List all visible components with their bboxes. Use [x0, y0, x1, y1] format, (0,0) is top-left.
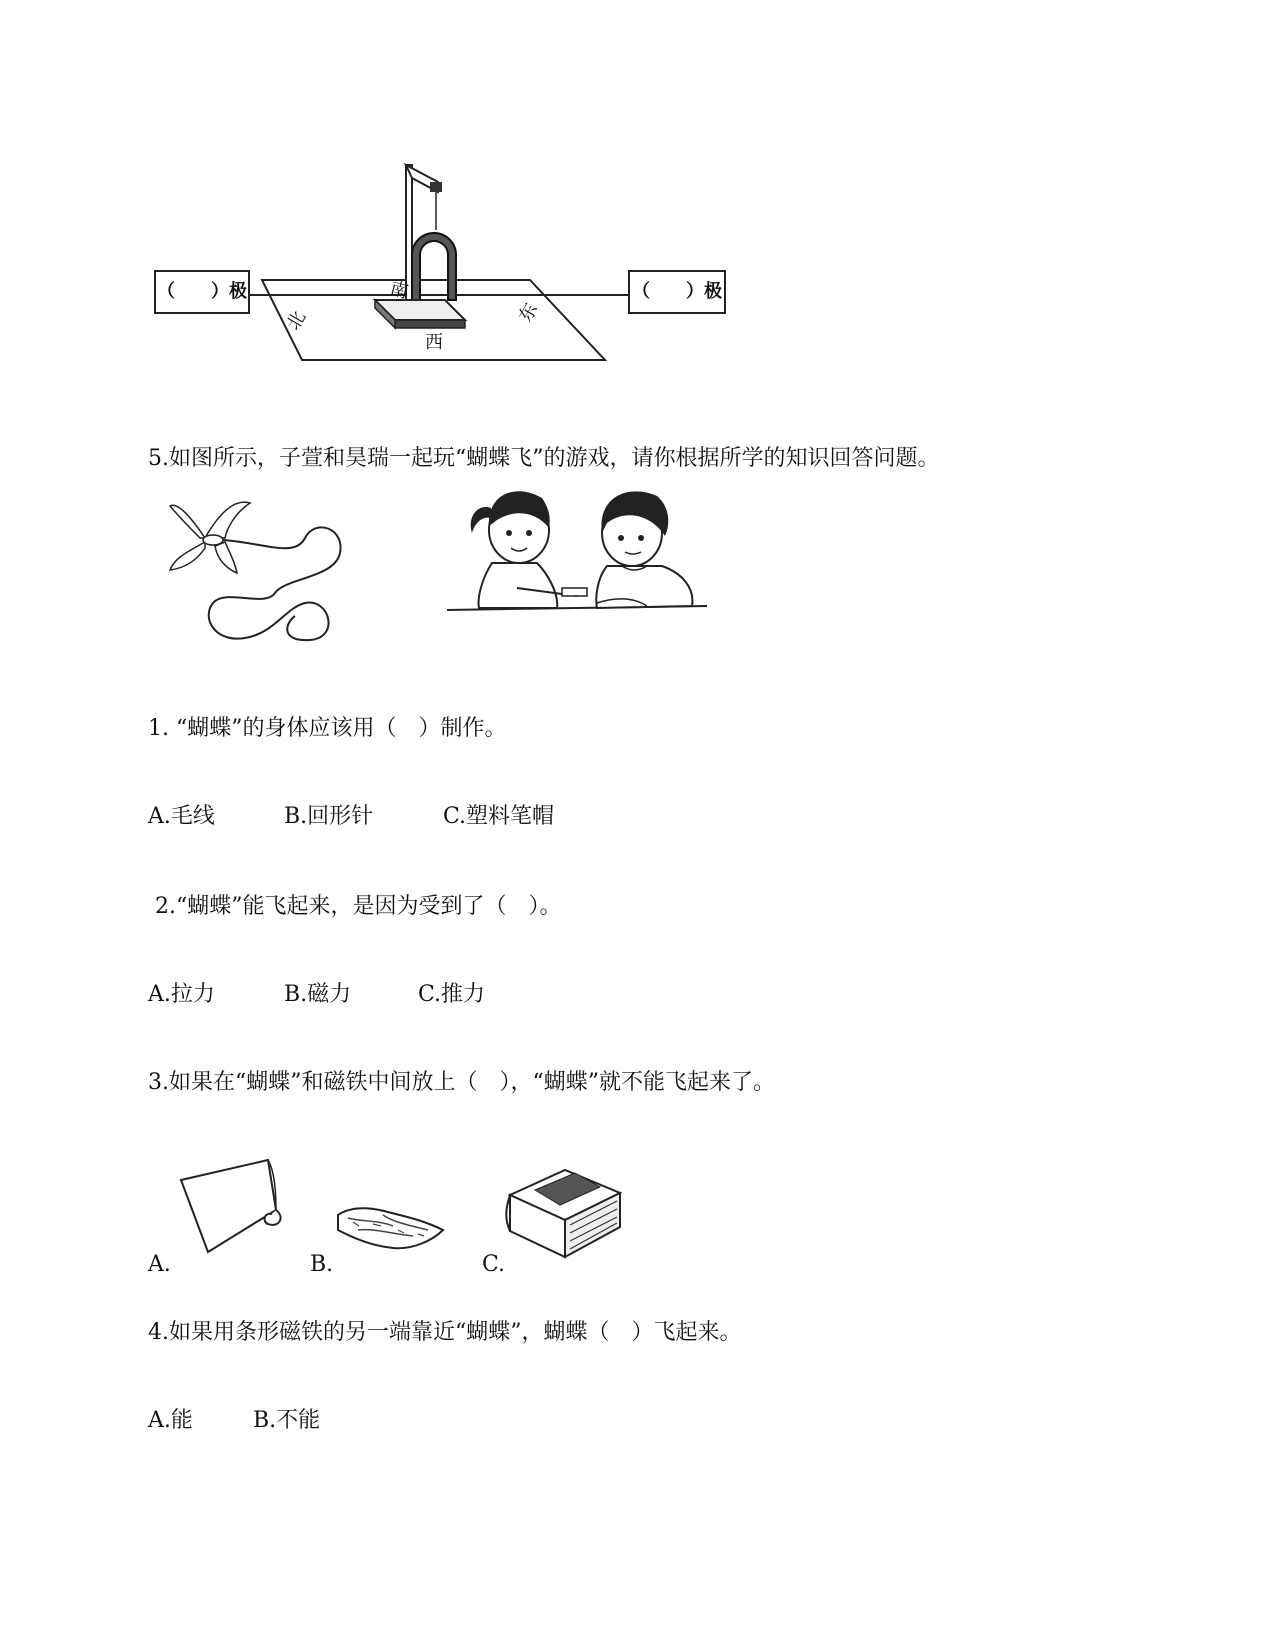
sub-question-3-option-b[interactable]: B.: [310, 1252, 334, 1277]
butterfly-figure: [165, 498, 365, 658]
sub-question-3-option-a[interactable]: A.: [148, 1252, 171, 1277]
magnet-illustration: [150, 160, 750, 370]
sub-question-2-option-b[interactable]: B.磁力: [284, 982, 352, 1007]
question-5-stem: 5.如图所示，子萱和昊瑞一起玩“蝴蝶飞”的游戏，请你根据所学的知识回答问题。: [148, 446, 940, 471]
cloth-image: [333, 1200, 448, 1255]
sub-question-3-option-c[interactable]: C.: [482, 1252, 506, 1277]
right-pole-box: （ ）极: [628, 270, 726, 314]
left-pole-box: （ ）极: [154, 270, 250, 314]
sub-question-2-option-c[interactable]: C.推力: [418, 982, 486, 1007]
sub-question-3: 3.如果在“蝴蝶”和磁铁中间放上（ ），“蝴蝶”就不能飞起来了。: [148, 1070, 775, 1095]
sub-question-4: 4.如果用条形磁铁的另一端靠近“蝴蝶”，蝴蝶（ ）飞起来。: [148, 1320, 742, 1345]
paper-sheet-image: [176, 1160, 286, 1260]
direction-north: 北: [282, 307, 311, 334]
direction-east: 东: [514, 299, 543, 326]
sub-question-1-option-b[interactable]: B.回形针: [284, 804, 374, 829]
children-playing-illustration: [447, 478, 707, 643]
sub-question-1-option-c[interactable]: C.塑料笔帽: [443, 804, 555, 829]
direction-south: 南: [387, 278, 411, 303]
sub-question-2: 2.“蝴蝶”能飞起来，是因为受到了（ ）。: [148, 894, 562, 919]
sub-question-4-option-b[interactable]: B.不能: [253, 1408, 321, 1433]
direction-west: 西: [425, 332, 443, 353]
paper-sheet-icon: [176, 1160, 286, 1260]
butterfly-on-string-illustration: [165, 498, 365, 658]
children-figure: [447, 478, 707, 643]
book-icon: [505, 1165, 625, 1260]
sub-question-1-option-a[interactable]: A.毛线: [148, 804, 215, 829]
magnet-figure: [150, 160, 750, 370]
sub-question-1: 1. “蝴蝶”的身体应该用（ ）制作。: [148, 716, 507, 741]
sub-question-4-option-a[interactable]: A.能: [148, 1408, 193, 1433]
sub-question-2-option-a[interactable]: A.拉力: [148, 982, 215, 1007]
book-image: [505, 1165, 625, 1260]
cloth-icon: [333, 1200, 448, 1255]
